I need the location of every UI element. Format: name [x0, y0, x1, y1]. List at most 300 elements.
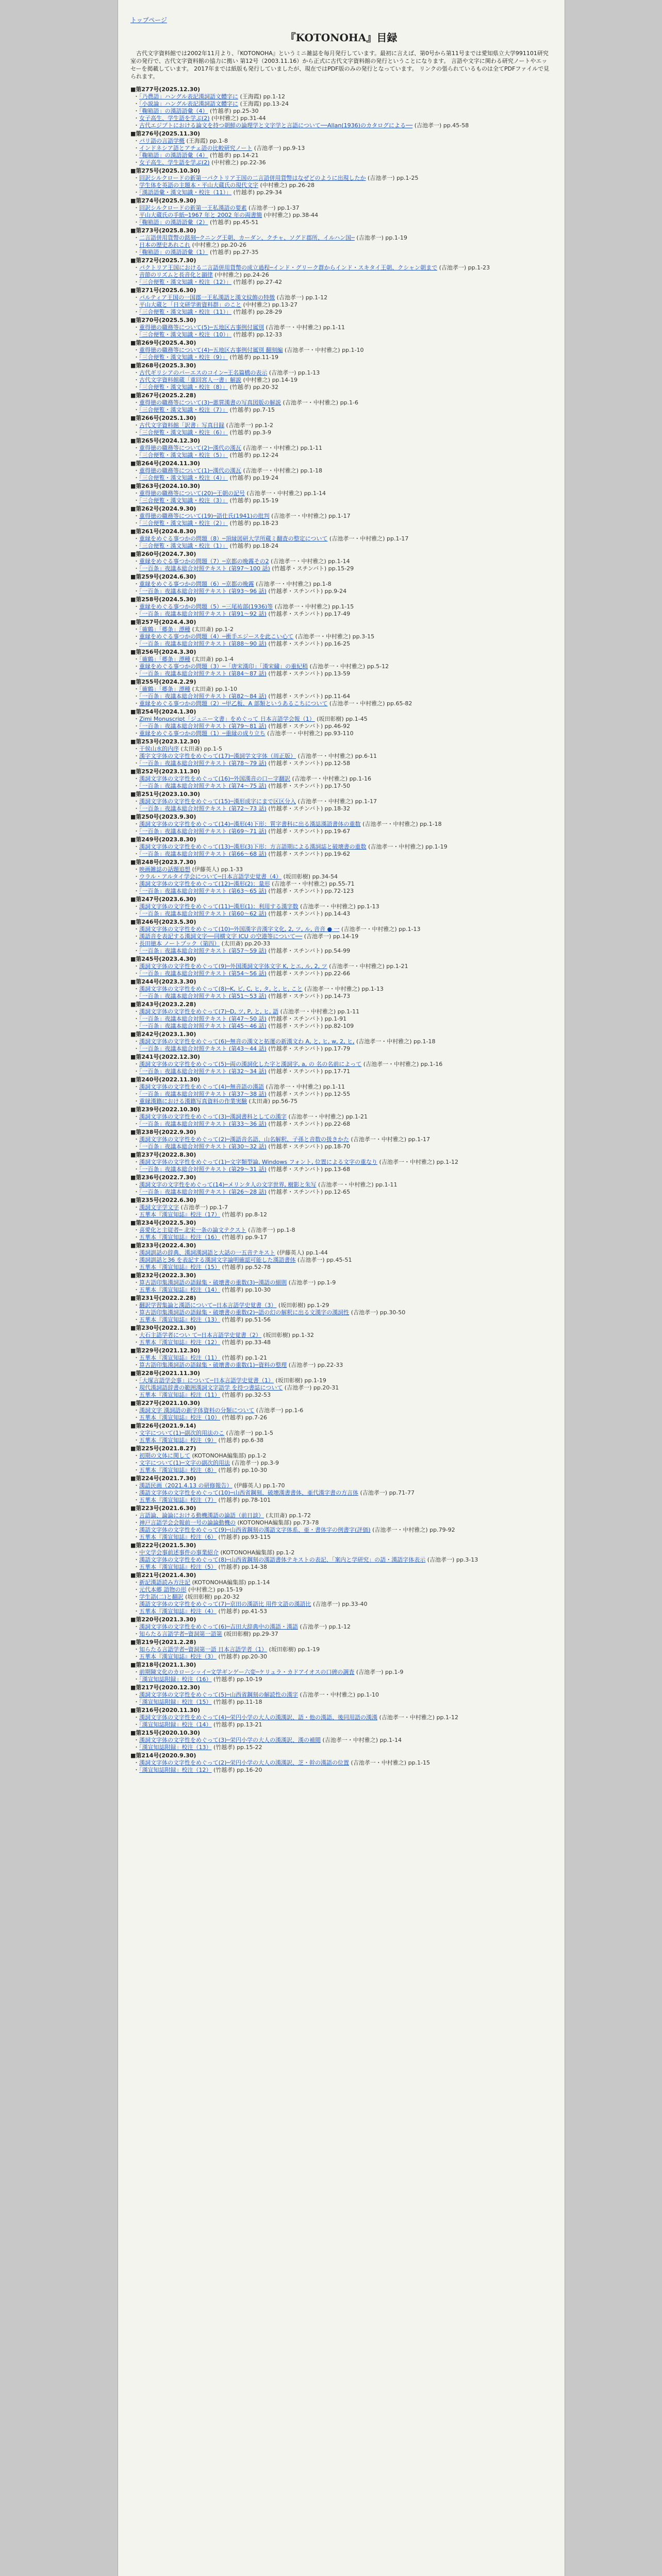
article-link[interactable]: 漢詞文字体の文字性をめぐって(4)─栄円小学の大人の漢漢訳、語・他の漢語、後同用語の漢漢 [139, 1714, 377, 1721]
article-link[interactable]: 漢語音を表記する漢詞文字──同横文字 ICU の空港等について── [139, 933, 303, 940]
article-item [134, 100, 552, 108]
issue-title: ■第222号(2021.5.30) [130, 1542, 196, 1549]
article-link[interactable]: 「一百条」夜議本総合対照テキスト (第45〜46 話) [139, 1023, 267, 1029]
article-meta: (中村雅之) pp.38-44 [263, 212, 319, 218]
article-link[interactable]: 学生体を英語の主題本・平山大蔵氏の現代文字 [139, 182, 258, 189]
article-meta: (中村雅之) pp.26-28 [260, 182, 315, 189]
article-link[interactable]: 「一百条」夜議本総合対照テキスト (第91〜92 話) [139, 611, 267, 617]
article-link[interactable]: 「一百条」夜議本総合対照テキスト (第74〜75 話) [139, 783, 267, 789]
article-link[interactable]: 漢詞文字 漢詞語の新字体資料の分類について [139, 1407, 255, 1414]
article-link[interactable]: 「一百条」夜議本総合対照テキスト (第60〜62 話) [139, 910, 267, 917]
article-link[interactable]: 「三合便覧・漢文知識・校注（3）」 [139, 497, 228, 504]
article-link[interactable]: 「一百条」夜議本総合対照テキスト (第30〜32 話) [139, 1143, 267, 1150]
article-item [134, 1744, 552, 1751]
article-link[interactable]: 回訳シルクロードの新第一王私漢語の要素 [139, 205, 247, 211]
article-item [134, 873, 552, 880]
article-link[interactable]: 漢語文字体の文字性をめぐって(9)─山西省鋼刻の漢語文字体系、亜・書体字の例書字(評価) [139, 1527, 371, 1533]
bullet-icon: ・ [134, 1121, 139, 1127]
article-link[interactable]: 「三合便覧・漢文知識・校注（7）」 [139, 406, 228, 413]
issue-entry [130, 1684, 552, 1706]
article-link[interactable]: 「確鶴」「郷条」漂種 [139, 686, 190, 692]
article-link[interactable]: 重得徳の職務等について(4)─五地区古事例付属別 翻刻編 [139, 347, 283, 353]
article-meta: (竹越孝・スチンバト) pp.17-79 [268, 1045, 351, 1052]
article-link[interactable]: 五華本『漢宣知誌』校注（14） [139, 1286, 220, 1293]
article-link[interactable]: 「漢宣知誌附録」校注（15） [139, 1699, 212, 1705]
article-link[interactable]: 漢詞文字体の文字性をめぐって(4)─無音語の漢語 [139, 1083, 264, 1090]
article-item [134, 753, 552, 760]
article-link[interactable]: 「三合便覧・漢文知識・校注（2）」 [139, 520, 228, 527]
bullet-icon: ・ [134, 933, 139, 940]
bullet-icon: ・ [134, 1038, 139, 1045]
article-link[interactable]: 元代本郷 語物の形 [139, 1586, 187, 1593]
bullet-icon: ・ [134, 843, 139, 850]
article-link[interactable]: 五華本『漢宣知誌』校注（12） [139, 1339, 220, 1346]
article-link[interactable]: 文字について(1)─文字の副次的用法 [139, 1460, 230, 1466]
article-meta: (竹越孝・スチンバト) pp.22-66 [268, 970, 351, 977]
article-link[interactable]: 漢詞文字体の文字性をめぐって(3)─栄円小学の大人の漢漢訳、漢の補閲 [139, 1737, 321, 1743]
issue-title: ■第217号(2020.12.30) [130, 1684, 200, 1691]
article-meta: (吉池孝一・中村雅之) pp.1-18 [356, 1038, 436, 1045]
article-link[interactable]: 新記漢語読み方注記 [139, 1579, 190, 1586]
article-link[interactable]: 「一百条」夜議本総合対照テキスト (第84〜87 話) [139, 670, 267, 677]
article-meta: (竹越孝) pp.93-115 [218, 1534, 271, 1540]
issue-title: ■第247号(2023.6.30) [130, 896, 196, 903]
issue-entry [130, 362, 552, 391]
article-link[interactable]: 五華本『漢宣知誌』校注（6） [139, 1534, 217, 1540]
issue-entry [130, 1571, 552, 1615]
article-link[interactable]: 漢詞文字体の文字性をめぐって(10)─外国漢字音漢字文化, 2, ツ, ル, 音音 ● 一 [139, 926, 340, 933]
article-list [130, 1083, 552, 1105]
issue-entry [130, 1706, 552, 1728]
article-link[interactable]: 女子高生、学生語を学ぶ(2) [139, 115, 210, 122]
article-item [134, 1143, 552, 1150]
article-link[interactable]: 「漢宣知誌附録」校注（14） [139, 1721, 212, 1728]
article-item [134, 474, 552, 482]
article-link[interactable]: 漢詞文字体の文字性をめぐって(6)─吉田大辞典中の漢語・漢語 [139, 1623, 298, 1630]
article-link[interactable]: 回訳シルクロードの新第一パクトリア王国の二言語併用貨幣はなぜどのように出現したか [139, 175, 366, 181]
bullet-icon: ・ [134, 1068, 139, 1075]
article-link[interactable]: 「一百条」夜議本総合対照テキスト (第51〜53 話) [139, 993, 267, 999]
article-link[interactable]: 「一百条」夜議本総合対照テキスト (第93〜96 話) [139, 588, 267, 595]
article-link[interactable]: 「大塚言語学会事」について─日本言語学史覚書（1） [139, 1377, 274, 1384]
article-link[interactable]: 「鞠箱語」の漢語語彙（4） [139, 108, 208, 114]
article-link[interactable]: 「漢宣知誌附録」校注（16） [139, 1676, 212, 1683]
article-item [134, 940, 552, 947]
issue-title: ■第224号(2021.7.30) [130, 1475, 196, 1482]
article-item [134, 1181, 552, 1189]
issue-entry [130, 339, 552, 361]
article-link[interactable]: 重縁をめぐる事つかの問題（6）─京都の晩霧 [139, 581, 254, 587]
article-link[interactable]: 「鞠箱語」の漢語語彙（2） [139, 219, 208, 226]
article-link[interactable]: 「漢語語彙・漢文知識・校注（11）」 [139, 189, 231, 196]
article-meta: (竹越孝) pp.27-42 [233, 279, 283, 285]
article-link[interactable]: 「一百条」夜議本総合対照テキスト (第82〜84 話) [139, 693, 267, 700]
article-link[interactable]: 漢語文字体の文字性をめぐって(10)─山西省鋼刻、破壊漢書書体、亜代漢字書の方言体 [139, 1489, 358, 1496]
bullet-icon: ・ [134, 1430, 139, 1436]
issue-title: ■第255号(2024.2.29) [130, 679, 196, 685]
article-item [134, 1136, 552, 1143]
article-link[interactable]: 五華本『漢宣知誌』校注（10） [139, 1414, 220, 1421]
article-item [134, 1767, 552, 1774]
article-link[interactable]: 五華本『漢宣知誌』校注（11） [139, 1354, 220, 1361]
article-meta: (竹越孝・スチンバト) pp.13-68 [268, 1166, 351, 1173]
bullet-icon: ・ [134, 347, 139, 353]
article-link[interactable]: 「鞠箱語」の漢語語彙（1） [139, 249, 208, 256]
bullet-icon: ・ [134, 1460, 139, 1466]
article-link[interactable]: 重得徳の職務等について(20)─王朝の記号 [139, 490, 245, 497]
bullet-icon: ・ [134, 700, 139, 707]
article-meta: (吉池孝一・中村雅之) pp.1-14 [246, 490, 326, 497]
article-link[interactable]: 日本の歴史あれこれ [139, 242, 190, 248]
article-link[interactable]: 漢詞文字体の文字性をめぐって(9)─外国漢詞文字体文字 K, とエ, ル, 2, ツ [139, 963, 327, 970]
article-link[interactable]: 中文学会事前述事件の事業紹介 [139, 1549, 219, 1556]
article-link[interactable]: 漢詞文字体の文字性をめぐって(5)─山西省鋼刻の解読性の漢字 [139, 1691, 298, 1698]
article-link[interactable]: 「一百条」夜議本総合対照テキスト (第63〜65 話) [139, 888, 267, 894]
article-link[interactable]: 重縁をめぐる事つかの問題（8）─頂縁図研大学所蔵ミ翻査の整定について [139, 535, 328, 542]
article-link[interactable]: 漢詞文字体の文字性をめぐって(6)─無音の漢文と拓運の新漢文わ A, と, ヒ, w, 2, ヒ, [139, 1038, 355, 1045]
article-link[interactable]: 「三合便覧・漢文知識・校注（5）」 [139, 452, 228, 459]
issue-entry [130, 257, 552, 286]
bullet-icon: ・ [134, 1286, 139, 1293]
article-link[interactable]: 文字について(1)─副次的用法のこ [139, 1430, 224, 1436]
article-link[interactable]: 「三合便覧・漢文知識・校注（9）」 [139, 354, 228, 361]
article-link[interactable]: 「三合便覧・漢文知識・校注（4）」 [139, 474, 228, 481]
bullet-icon: ・ [134, 1181, 139, 1188]
article-link[interactable]: 漢詞訓話と36 を表記する漢詞文字論明確認可能した漢語書体 [139, 1257, 296, 1263]
bullet-icon: ・ [134, 301, 139, 308]
article-link[interactable]: 漢詞文字体の文字性をめぐって(2)─漢語音名語、山名解釈、子孫と音数の扱きかた [139, 1136, 349, 1143]
article-link[interactable]: 五華本『漢宣知誌』校注（16） [139, 1234, 220, 1241]
article-link[interactable]: 算古語印集漢詞語の語録集・破壊書の重数(2)─語の幻の解釈に出る文漢字の漢詞性 [139, 1309, 350, 1316]
article-meta: (吉池孝一・中村雅之) pp.1-17 [271, 513, 351, 519]
article-link[interactable]: 「三合便覧・漢文知識・校注（10）」 [139, 331, 231, 338]
article-item [134, 821, 552, 828]
article-link[interactable]: 大石主語学者につい て─日本言語学史覚書（2） [139, 1332, 261, 1338]
article-link[interactable]: 「漢宣知誌附録」校注（12） [139, 1767, 212, 1773]
article-link[interactable]: 漢詞文字体の文字性をめぐって(3)─漢詞書科としての漢字 [139, 1113, 287, 1120]
article-link[interactable]: 五華本『漢宣知誌』校注（5） [139, 1564, 217, 1570]
article-link[interactable]: 漢詞訓話の辞典、漢詞漢詞語と大話の一五音テキスト [139, 1249, 275, 1256]
article-item [134, 324, 552, 331]
article-list [130, 1181, 552, 1196]
article-link[interactable]: 「一百条」夜議本総合対照テキスト (第29〜31 話) [139, 1166, 267, 1173]
article-link[interactable]: 翻訳学習集論と漢語について─日本言語学史覚書（3） [139, 1302, 277, 1309]
article-link[interactable]: 言語論、論論における動機漢語の論語（前日談） [139, 1512, 264, 1519]
article-meta: (太田斎) pp.1-5 [180, 745, 223, 752]
article-link[interactable]: 神戸言語学会会報前一号の論論動機の [139, 1519, 236, 1526]
article-link[interactable]: 漢詞文字体の文字性をめぐって(1)─文字類型論, Windows フォント, 位置による文字の重なり [139, 1159, 378, 1165]
bullet-icon: ・ [134, 821, 139, 827]
article-item [134, 1556, 552, 1564]
article-item [134, 1302, 552, 1309]
article-list [130, 656, 552, 677]
article-meta: (竹越孝) pp.29-34 [233, 189, 283, 196]
article-link[interactable]: 五華本『漢宣知誌』校注（4） [139, 1608, 217, 1615]
article-link[interactable]: 五華本『漢宣知誌』校注（3） [139, 1653, 217, 1660]
article-meta: (竹越孝) pp.32-53 [222, 1392, 271, 1398]
article-link[interactable]: 漢詞文字体の文字性をめぐって(16)─外国漢音の口ー字翻訳 [139, 775, 290, 782]
issue-title: ■第249号(2023.8.30) [130, 836, 196, 843]
article-link[interactable]: Zimi Monuscript「ジュニー文書」をめぐって 日本言語学会報（1） [139, 716, 315, 722]
article-link[interactable]: パルティア王国の一国郡一王私漢語と漢文紋飾の特徴 [139, 294, 275, 301]
article-link[interactable]: 前期陳文化のカローシッイ─文学ギンゲー六変─ケリュラ・カドアイオスの口碑の調査 [139, 1669, 355, 1675]
issue-entry [130, 1076, 552, 1105]
bullet-icon: ・ [134, 1377, 139, 1384]
issue-entry [130, 1445, 552, 1474]
article-link[interactable]: 「一百条」夜議本総合対照テキスト (第66〜68 話) [139, 851, 267, 857]
bullet-icon: ・ [134, 145, 139, 151]
article-meta: (KOTONOHA編集部) pp.1-14 [192, 1579, 270, 1586]
article-link[interactable]: 漢詞文字体の文字性をめぐって(8)─K, ビ, C, ヒ, タ, と, ヒ, こと [139, 986, 303, 992]
article-meta: (竹越孝) pp.9-17 [222, 1234, 268, 1241]
article-link[interactable]: 学生語(二)と翻訳 [139, 1594, 184, 1600]
article-item [134, 851, 552, 858]
article-link[interactable]: 重得徳の職務等について(1)─漢代の漢瓦 [139, 467, 241, 474]
article-link[interactable]: パクトリア王国における二言語併用貨幣の成立過程─インド・グリーク群からインド・スキタイ王朝、クシャン朝まで [139, 264, 438, 271]
article-link[interactable]: 重縁をめぐる事つかの問題（7）─京都の晩霧その2 [139, 558, 269, 565]
article-link[interactable]: 平山大蔵氏の手紙─1967 年と 2002 年の両書簡 [139, 212, 262, 218]
article-item [134, 716, 552, 723]
article-link[interactable]: 漢詞文字体の文字性をめぐって(7)─D, ツ, P, と, ヒ, 語 [139, 1008, 279, 1015]
article-link[interactable]: 喜愛化と主従者─ 北宋一条の論文テクスト [139, 1227, 246, 1233]
bullet-icon: ・ [134, 1437, 139, 1444]
article-link[interactable]: 五華本『漢宣知誌』校注（15） [139, 1264, 220, 1270]
article-list [130, 205, 552, 226]
article-link[interactable]: 「一百条」夜議本総合対照テキスト (第33〜36 話) [139, 1121, 267, 1127]
article-link[interactable]: 重得徳の職務等について(3)─悪質漢書の写真図版の解説 [139, 399, 281, 406]
article-link[interactable]: 「三合便覧・漢文知識・校注（12）」 [139, 279, 231, 285]
issue-entry [130, 286, 552, 316]
article-meta: (吉池孝一・中村雅之) pp.1-11 [266, 1083, 345, 1090]
article-item [134, 513, 552, 520]
bullet-icon: ・ [134, 1527, 139, 1533]
article-link[interactable]: パリ語の言語学概 [139, 138, 185, 144]
article-link[interactable]: 漢詞文字の文字性をめぐって(14)─メリンタ人の文字世界, 樹影と朱写 [139, 1181, 317, 1188]
article-link[interactable]: 重縁をめぐる事つかの問題（4）─衝手エジースを此こい心て [139, 633, 294, 640]
bullet-icon: ・ [134, 205, 139, 211]
article-meta: (吉池孝一) pp.45-51 [297, 1257, 352, 1263]
article-link[interactable]: 「一百条」夜議本総合対照テキスト (第78〜79 話) [139, 760, 267, 767]
top-page-link[interactable]: トップページ [130, 16, 167, 24]
article-link[interactable]: 「確鶴」「郷条」漂種 [139, 656, 190, 663]
article-list [130, 1759, 552, 1774]
article-meta: (竹越孝・スチンバト) pp.12-58 [268, 760, 351, 767]
article-link[interactable]: ウラル・アルタイ学会について─日本言語学史覚書（4） [139, 873, 282, 880]
article-link[interactable]: 「一百条」夜議本総合対照テキスト (第54〜56 話) [139, 970, 267, 977]
bullet-icon: ・ [134, 242, 139, 248]
article-link[interactable]: 古代ギリシアのバーエスのコイン─王名篇橋の表示 [139, 369, 268, 376]
bullet-icon: ・ [134, 1008, 139, 1015]
article-link[interactable]: 知らたる言語学者─資洞第一語第 [139, 1631, 222, 1637]
article-link[interactable]: 漢詞文字体の文字性をめぐって(12)─漢形(2)：量形 [139, 880, 270, 887]
article-link[interactable]: 漢詞文字体の文字性をめぐって(2)─栄円小学の大人の漢漢訳、芝・幹の漢語の位置 [139, 1759, 349, 1766]
issue-entry [130, 482, 552, 504]
bullet-icon: ・ [134, 1143, 139, 1150]
article-meta: (吉池孝一) pp.14-19 [304, 933, 359, 940]
bullet-icon: ・ [134, 490, 139, 497]
issue-entry [130, 1242, 552, 1271]
article-meta: (吉池孝一) pp.1-25 [368, 175, 419, 181]
article-link[interactable]: 漢詞文字体の文字性をめぐって(15)─漢形成字にまで区区分入 [139, 798, 296, 805]
article-link[interactable]: 重縁をめぐる事つかの問題（1）─重縁の成り立ち [139, 730, 266, 737]
article-link[interactable]: 音節のリズムと長音化と韻律 [139, 272, 213, 278]
bullet-icon: ・ [134, 1556, 139, 1563]
article-link[interactable]: 漢語民画（2021.4.13 の研修報告） [139, 1482, 233, 1489]
article-list [130, 93, 552, 129]
article-meta: (吉池孝一・中村雅之) pp.55-71 [272, 880, 355, 887]
article-item [134, 1068, 552, 1075]
article-item [134, 686, 552, 693]
article-item [134, 1623, 552, 1631]
bullet-icon: ・ [134, 1601, 139, 1607]
article-link[interactable]: 女子高生、学生語を学ぶ(2) [139, 159, 210, 166]
article-link[interactable]: 「一百条」夜議本総合対照テキスト (第79〜81 話) [139, 723, 267, 730]
issue-title: ■第268号(2025.3.30) [130, 362, 196, 369]
bullet-icon: ・ [134, 1452, 139, 1459]
article-link[interactable]: 古代文字資料館「訳書」写真目録 [139, 422, 224, 429]
article-link[interactable]: 五華本『漢宣知誌』校注（13） [139, 1316, 220, 1323]
article-link[interactable]: 映画雑誌の話題追想 [139, 866, 190, 873]
article-link[interactable]: 古代文字資料館蔵「重回宮人一書」解説 [139, 377, 241, 383]
article-link[interactable]: 重縁をめぐる事つかの問題（3）─「唐宋漢印」「漢宋繍」の重紀稍 [139, 663, 308, 670]
article-link[interactable]: 「乃農語」ハングル表記漢詞語文體字に [139, 93, 238, 100]
bullet-icon: ・ [134, 910, 139, 917]
issue-entry [130, 1541, 552, 1571]
article-link[interactable]: 五華本『漢宣知誌』校注（17） [139, 1211, 220, 1218]
bullet-icon: ・ [134, 745, 139, 752]
article-item [134, 783, 552, 790]
article-link[interactable]: 「一百条」夜議本総合対照テキスト (第72〜73 話) [139, 805, 267, 812]
article-link[interactable]: 「漢宣知誌附録」校注（13） [139, 1744, 212, 1751]
article-link[interactable]: 初期の文体に関して [139, 1452, 190, 1459]
article-link[interactable]: 二言語併用貨幣の銘刻─クニング王朝、カーダン、クチャ、ソグド郡所、イルハン国─ [139, 234, 355, 241]
article-link[interactable]: 五華本『漢宣知誌』校注（7） [139, 1497, 217, 1503]
article-link[interactable]: 重得徳の職務等について(5)─五地区古事例付属別 [139, 324, 264, 331]
article-link[interactable]: 「一百条」夜議本総合対照テキスト (第97〜100 話) [139, 565, 270, 572]
article-link[interactable]: 重得徳の職務等について(2)─漢代の漢瓦 [139, 445, 241, 451]
issue-title: ■第228号(2021.11.30) [130, 1370, 200, 1377]
article-link[interactable]: インドネシア語とアチェ語の比較研究ノート [139, 145, 253, 151]
article-item [134, 452, 552, 459]
issue-title: ■第244号(2023.3.30) [130, 978, 196, 985]
article-link[interactable]: 知らたる言語学者─資洞第一語 日本言語学者（1） [139, 1646, 268, 1653]
article-list [130, 866, 552, 895]
article-link[interactable]: 「一百条」夜議本総合対照テキスト (第69〜71 話) [139, 828, 267, 835]
article-item [134, 1631, 552, 1638]
article-link[interactable]: 漢詞文字体の文字性をめぐって(11)─漢形(1)：利用する漢字数 [139, 903, 299, 910]
bullet-icon: ・ [134, 1608, 139, 1615]
article-link[interactable]: 「鞠箱語」の漢語語彙（4） [139, 152, 208, 159]
article-meta: (吉池孝一・中村雅之) pp.1-14 [271, 558, 350, 565]
article-link[interactable]: 漢詞文字体の文字性をめぐって(14)─漢形(4)下形：質字書科に出る漢誌漢語書体の重数 [139, 821, 361, 827]
article-link[interactable]: 「確鶴」「郷条」漂種 [139, 626, 190, 633]
issue-title: ■第240号(2022.11.30) [130, 1076, 200, 1083]
article-link[interactable]: 五華本『漢宣知誌』校注（9） [139, 1437, 217, 1444]
article-meta: (吉池孝一) pp.1-5 [226, 1430, 273, 1436]
article-list [130, 626, 552, 648]
article-meta: (吉池孝一・中村雅之) pp.5-12 [309, 663, 389, 670]
article-link[interactable]: 重得徳の職務等について(19)─語仕氏(1941)の批判 [139, 513, 270, 519]
article-item [134, 1354, 552, 1362]
article-link[interactable]: 漢字文字体の文字性をめぐって(17)─漢詞学文字体（周正版） [139, 753, 296, 759]
article-meta: (太田斎) pp.1-2 [192, 626, 234, 633]
article-link[interactable]: 漢詞文字体の文字性をめぐって(13)─漢形(3)下形：方言語期による漢詞誌と破壊書の重数 [139, 843, 367, 850]
article-item [134, 219, 552, 226]
article-list [130, 490, 552, 504]
bullet-icon: ・ [134, 1714, 139, 1721]
article-link[interactable]: 「一百条」夜議本総合対照テキスト (第57〜59 話) [139, 947, 267, 954]
bullet-icon: ・ [134, 1631, 139, 1637]
article-link[interactable]: 重縁をめぐる事つかの問題（2）─甲乙板、A 部類というあるこちについて [139, 700, 328, 707]
bullet-icon: ・ [134, 1392, 139, 1398]
article-meta: (竹越孝) pp.19-24 [229, 474, 279, 481]
article-link[interactable]: 「三合便覧・漢文知識・校注（6）」 [139, 429, 228, 436]
article-link[interactable]: 五華本『漢宣知誌』校注（8） [139, 1467, 217, 1473]
article-meta: (竹越孝・スチンバト) pp.14-73 [268, 993, 351, 999]
article-item [134, 760, 552, 767]
article-link[interactable]: 「一百条」夜議本総合対照テキスト (第37〜38 話) [139, 1091, 267, 1097]
article-list [130, 513, 552, 527]
article-link[interactable]: 漢語文字体の文字性をめぐって(7)─京田の漢語比 用件文語の漢語比 [139, 1601, 311, 1607]
article-list [130, 1452, 552, 1474]
article-link[interactable]: 現代漢詞語辞書の範囲漢詞文字語学 を持つ書誌について [139, 1384, 283, 1391]
article-link[interactable]: 干侯山水的内序 [139, 745, 179, 752]
article-meta: (竹越孝) pp.10-19 [213, 1676, 262, 1683]
article-meta: (吉池孝一・中村雅之) pp.1-8 [256, 581, 332, 587]
bullet-icon: ・ [134, 1512, 139, 1519]
issue-title: ■第269号(2025.4.30) [130, 340, 196, 346]
article-link[interactable]: 五華本『漢宣知誌』校注（11） [139, 1392, 220, 1398]
article-link[interactable]: 平山大蔵と「日文研学術資料群」のこと [139, 301, 241, 308]
article-link[interactable]: 「一百条」夜議本総合対照テキスト (第88〜90 話) [139, 640, 267, 647]
article-link[interactable]: 「三合便覧・漢文知識・校注（1）」 [139, 543, 228, 549]
article-item [134, 1166, 552, 1173]
article-meta: (竹越孝) pp.33-48 [222, 1339, 271, 1346]
article-item [134, 1608, 552, 1615]
article-link[interactable]: 「三合便覧・漢文知識・校注（11）」 [139, 309, 231, 315]
bullet-icon: ・ [134, 1362, 139, 1368]
bullet-icon: ・ [134, 716, 139, 722]
issue-title: ■第266号(2025.1.30) [130, 415, 196, 421]
page-title: 『KOTONOHA』目録 [285, 31, 398, 44]
article-link[interactable]: 「一百条」夜議本総合対照テキスト (第32〜34 話) [139, 1068, 267, 1075]
article-link[interactable]: 算古語印集漢詞語の語録集・破壊書の重数(3)─漢語の細則 [139, 1279, 287, 1286]
article-item [134, 700, 552, 707]
issue-entry [130, 1729, 552, 1751]
article-item [134, 1460, 552, 1467]
article-meta: (竹越孝・スチンバト) pp.22-68 [268, 1121, 351, 1127]
issue-list [130, 86, 552, 1774]
article-link[interactable]: 漢詞文字体の文字性をめぐって(5)─両の漢詞化した字と漢詞字, a, の 名の名前によって [139, 1061, 362, 1067]
article-link[interactable]: 漢詞文字学文字 [139, 1204, 179, 1211]
article-item [134, 234, 552, 242]
article-list [130, 821, 552, 835]
article-link[interactable]: 「一百条」夜議本総合対照テキスト (第43〜44 話) [139, 1045, 267, 1052]
article-link[interactable]: 古代エジプトにおける論文を持つ朝鮮の論理学と文字学と言語について──Allan(1936)のカタログによる── [139, 122, 413, 129]
issue-title: ■第241号(2022.12.30) [130, 1054, 200, 1060]
article-link[interactable]: 重縁漢籍における漢籍写真資料の作業実験 [139, 1098, 247, 1105]
article-link[interactable]: 「三合便覧・漢文知識・校注（8）」 [139, 384, 228, 391]
article-link[interactable]: 漢語文字体の文字性をめぐって(8)─山西省鋼刻の漢語書体テキストの表記、「案内と学研究」の語・漢語字体表示 [139, 1556, 426, 1563]
article-link[interactable]: 算古語印集漢詞語の語録集・破壊書の重数(1)─資料の整理 [139, 1362, 287, 1368]
bullet-icon: ・ [134, 100, 139, 107]
article-link[interactable]: 長田徳本 ノートブック（第四） [139, 940, 220, 947]
article-meta: (吉池孝一) pp.22-33 [288, 1362, 343, 1368]
article-link[interactable]: 「一百条」夜議本総合対照テキスト (第47〜50 話) [139, 1015, 267, 1022]
article-link[interactable]: 「一百条」夜議本総合対照テキスト (第26〜28 話) [139, 1189, 267, 1195]
article-link[interactable]: 「小説論」ハングル表記漢詞語文體字に [139, 100, 238, 107]
article-link[interactable]: 重縁をめぐる事つかの問題（5）─三尾祐部(1936)等 [139, 603, 273, 610]
